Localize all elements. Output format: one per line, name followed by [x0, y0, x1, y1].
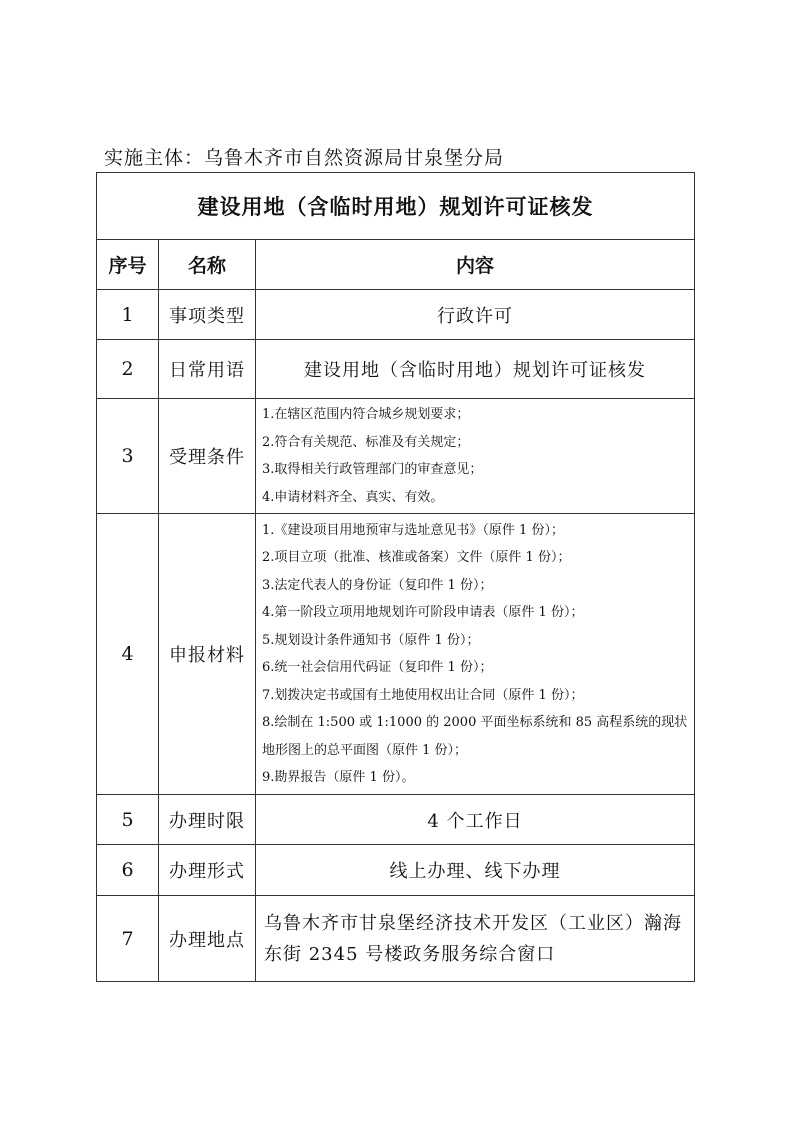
row-content: 建设用地（含临时用地）规划许可证核发 [256, 340, 695, 399]
list-item: 6.统一社会信用代码证（复印件 1 份）； [262, 660, 493, 675]
acceptance-conditions [256, 399, 695, 514]
table-row [97, 845, 695, 896]
row-number: 2 [97, 340, 159, 399]
table-row [97, 399, 695, 514]
implementing-body: 实施主体：乌鲁木齐市自然资源局甘泉堡分局 [104, 147, 505, 169]
row-number: 1 [97, 290, 159, 340]
list-item: 3.取得相关行政管理部门的审查意见； [262, 462, 483, 477]
row-number: 5 [97, 795, 159, 845]
row-number: 6 [97, 845, 159, 896]
row-number: 4 [97, 514, 159, 795]
row-name: 办理形式 [159, 845, 256, 896]
row-name: 申报材料 [159, 514, 256, 795]
row-content: 4 个工作日 [256, 795, 695, 845]
application-materials [256, 514, 695, 795]
list-item: 3.法定代表人的身份证（复印件 1 份）； [262, 577, 493, 593]
list-item: 5.规划设计条件通知书（原件 1 份）； [262, 632, 480, 648]
table-row [97, 290, 695, 340]
row-content: 线上办理、线下办理 [256, 845, 695, 896]
list-item: 2.符合有关规范、标准及有关规定； [262, 434, 470, 450]
list-item: 1.《建设项目用地预审与选址意见书》（原件 1 份）； [262, 522, 564, 538]
list-item: 9.勘界报告（原件 1 份）。 [262, 770, 415, 785]
row-content: 行政许可 [256, 290, 695, 340]
list-item: 4.申请材料齐全、真实、有效。 [262, 489, 444, 505]
service-table [96, 172, 695, 982]
table-row [97, 896, 695, 982]
list-item: 4.第一阶段立项用地规划许可阶段申请表（原件 1 份）； [262, 605, 584, 620]
row-name: 办理地点 [159, 896, 256, 982]
table-row [97, 514, 695, 795]
row-number: 3 [97, 399, 159, 514]
column-header-no: 序号 [97, 240, 159, 290]
column-header-content: 内容 [256, 240, 695, 290]
table-row [97, 795, 695, 845]
list-item: 7.划拨决定书或国有土地使用权出让合同（原件 1 份）； [262, 687, 584, 703]
row-number: 7 [97, 896, 159, 982]
table-row [97, 340, 695, 399]
table-title: 建设用地（含临时用地）规划许可证核发 [97, 173, 695, 240]
row-name: 日常用语 [159, 340, 256, 399]
column-header-name: 名称 [159, 240, 256, 290]
list-item: 1.在辖区范围内符合城乡规划要求； [262, 407, 470, 422]
row-content: 乌鲁木齐市甘泉堡经济技术开发区（工业区）瀚海东街 2345 号楼政务服务综合窗口 [256, 896, 695, 982]
table-header-row [97, 240, 695, 290]
list-item: 8.绘制在 1:500 或 1:1000 的 2000 平面坐标系统和 85 高程系统的现状地形图上的总平面图（原件 1 份）； [262, 715, 688, 758]
list-item: 2.项目立项（批准、核准或备案）文件（原件 1 份）； [262, 550, 571, 565]
row-name: 办理时限 [159, 795, 256, 845]
row-name: 事项类型 [159, 290, 256, 340]
row-name: 受理条件 [159, 399, 256, 514]
